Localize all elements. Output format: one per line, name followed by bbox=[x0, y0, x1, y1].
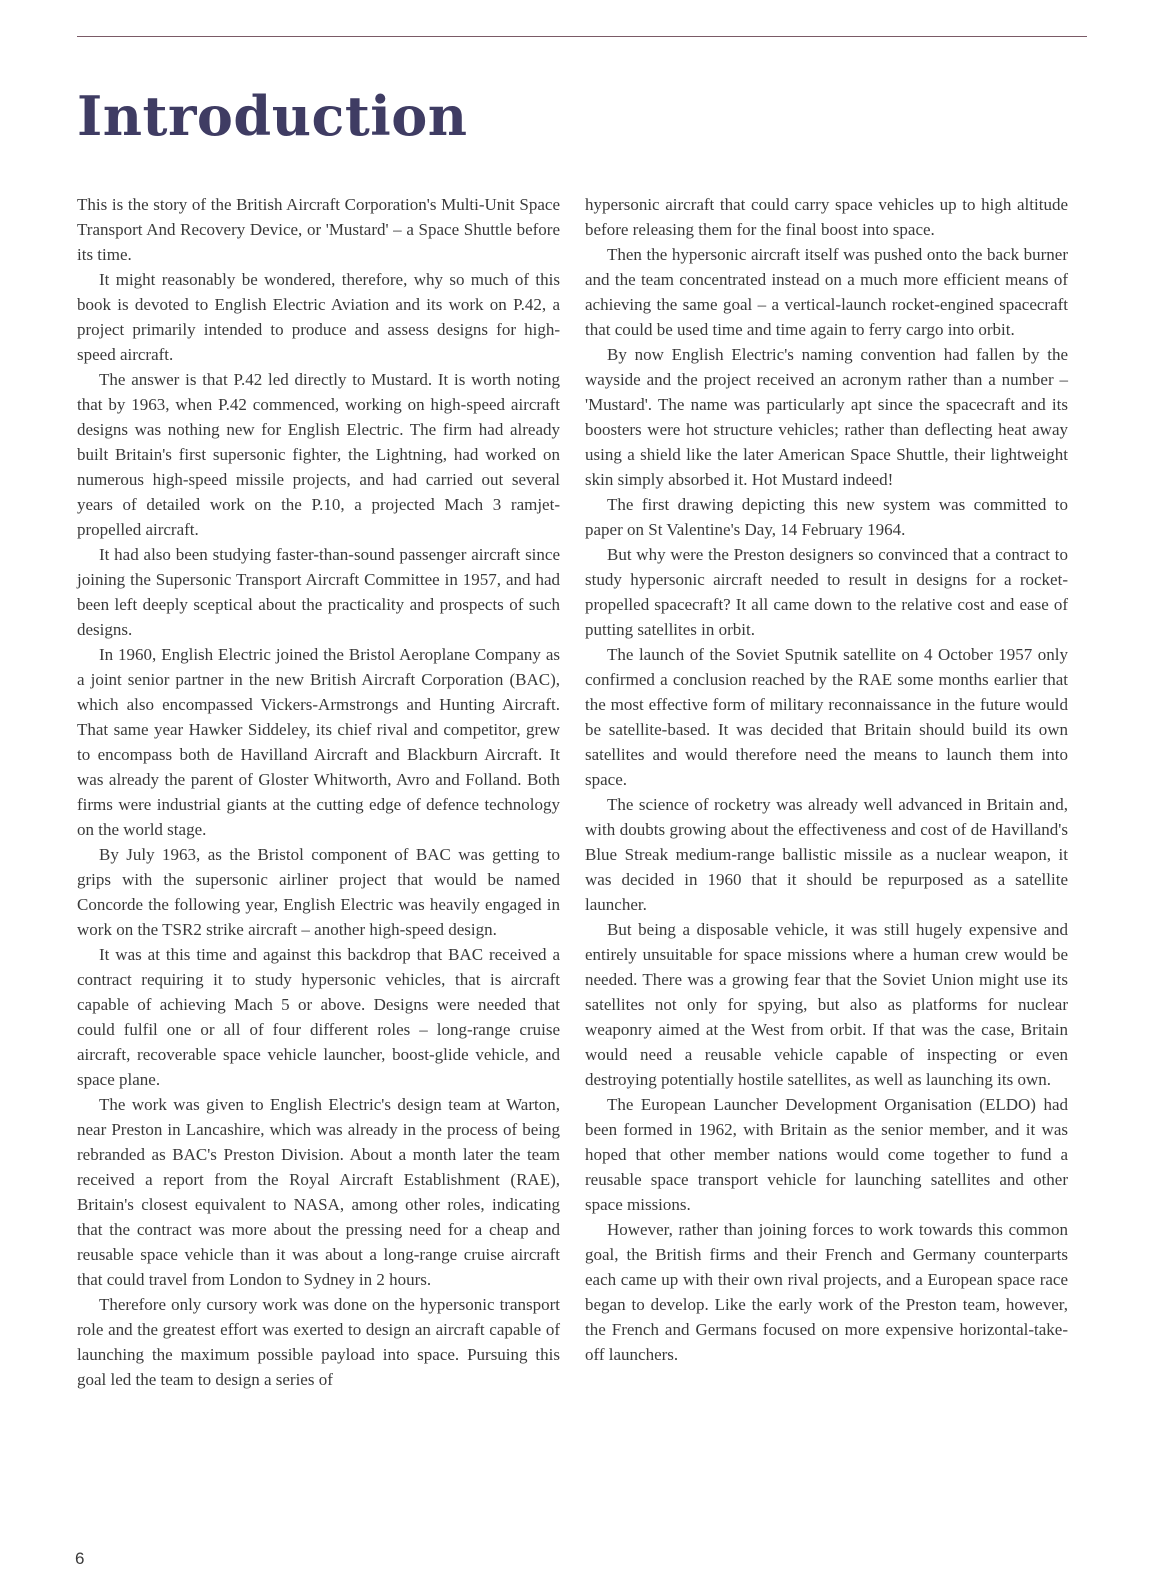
paragraph: The science of rocketry was already well advanced in Britain and, with doubts growing about the effectiveness and cost of de Havilland's Blue Streak medium-range ballistic missile as a nuclear weapon, it was decided in 1960 that it should be repurposed as a satellite launcher. bbox=[585, 795, 1068, 914]
paragraph: The answer is that P.42 led directly to Mustard. It is worth noting that by 1963, when P.42 commenced, working on high-speed aircraft designs was nothing new for English Electric. The firm had already built Britain's first supersonic fighter, the Lightning, had worked on numerous high-speed missile projects, and had carried out several years of detailed work on the P.10, a projected Mach 3 ramjet-propelled aircraft. bbox=[77, 370, 560, 539]
paragraph: By now English Electric's naming convention had fallen by the wayside and the project received an acronym rather than a number – 'Mustard'. The name was particularly apt since the spacecraft and its boosters were hot structure vehicles; rather than deflecting heat away using a shield like the later American Space Shuttle, their lightweight skin simply absorbed it. Hot Mustard indeed! bbox=[585, 345, 1068, 489]
paragraph: Then the hypersonic aircraft itself was pushed onto the back burner and the team concentrated instead on a much more efficient means of achieving the same goal – a vertical-launch rocket-engined spacecraft that could be used time and time again to ferry cargo into orbit. bbox=[585, 245, 1068, 339]
page-title: Introduction bbox=[77, 84, 468, 148]
paragraph: It had also been studying faster-than-sound passenger aircraft since joining the Supersonic Transport Aircraft Committee in 1957, and had been left deeply sceptical about the practicality and prospects of such designs. bbox=[77, 545, 560, 639]
paragraph: The first drawing depicting this new system was committed to paper on St Valentine's Day, 14 February 1964. bbox=[585, 495, 1068, 539]
left-column bbox=[77, 192, 560, 1392]
paragraph: This is the story of the British Aircraft Corporation's Multi-Unit Space Transport And Recovery Device, or 'Mustard' – a Space Shuttle before its time. bbox=[77, 195, 560, 264]
paragraph: However, rather than joining forces to work towards this common goal, the British firms and their French and Germany counterparts each came up with their own rival projects, and a European space race began to develop. Like the early work of the Preston team, however, the French and Germans focused on more expensive horizontal-take-off launchers. bbox=[585, 1220, 1068, 1364]
paragraph: The work was given to English Electric's design team at Warton, near Preston in Lancashire, which was already in the process of being rebranded as BAC's Preston Division. About a month later the team received a report from the Royal Aircraft Establishment (RAE), Britain's closest equivalent to NASA, among other roles, indicating that the contract was more about the pressing need for a cheap and reusable space vehicle than it was about a long-range cruise aircraft that could travel from London to Sydney in 2 hours. bbox=[77, 1095, 560, 1289]
paragraph-continuation: hypersonic aircraft that could carry space vehicles up to high altitude before releasing them for the final boost into space. bbox=[585, 195, 1068, 239]
paragraph: It was at this time and against this backdrop that BAC received a contract requiring it to study hypersonic vehicles, that is aircraft capable of achieving Mach 5 or above. Designs were needed that could fulfil one or all of four different roles – long-range cruise aircraft, recoverable space vehicle launcher, boost-glide vehicle, and space plane. bbox=[77, 945, 560, 1089]
paragraph: The launch of the Soviet Sputnik satellite on 4 October 1957 only confirmed a conclusion reached by the RAE some months earlier that the most effective form of military reconnaissance in the future would be satellite-based. It was decided that Britain should build its own satellites and would therefore need the means to launch them into space. bbox=[585, 645, 1068, 789]
top-rule bbox=[77, 36, 1087, 37]
paragraph: The European Launcher Development Organisation (ELDO) had been formed in 1962, with Britain as the senior member, and it was hoped that other member nations would come together to fund a reusable space transport vehicle for launching satellites and other space missions. bbox=[585, 1095, 1068, 1214]
paragraph: Therefore only cursory work was done on the hypersonic transport role and the greatest effort was exerted to design an aircraft capable of launching the maximum possible payload into space. Pursuing this goal led the team to design a series of bbox=[77, 1295, 560, 1389]
right-column bbox=[585, 192, 1068, 1367]
paragraph: In 1960, English Electric joined the Bristol Aeroplane Company as a joint senior partner in the new British Aircraft Corporation (BAC), which also encompassed Vickers-Armstrongs and Hunting Aircraft. That same year Hawker Siddeley, its chief rival and competitor, grew to encompass both de Havilland Aircraft and Blackburn Aircraft. It was already the parent of Gloster Whitworth, Avro and Folland. Both firms were industrial giants at the cutting edge of defence technology on the world stage. bbox=[77, 645, 560, 839]
paragraph: It might reasonably be wondered, therefore, why so much of this book is devoted to English Electric Aviation and its work on P.42, a project primarily intended to produce and assess designs for high-speed aircraft. bbox=[77, 270, 560, 364]
paragraph: By July 1963, as the Bristol component of BAC was getting to grips with the supersonic airliner project that would be named Concorde the following year, English Electric was heavily engaged in work on the TSR2 strike aircraft – another high-speed design. bbox=[77, 845, 560, 939]
paragraph: But why were the Preston designers so convinced that a contract to study hypersonic aircraft needed to result in designs for a rocket-propelled spacecraft? It all came down to the relative cost and ease of putting satellites in orbit. bbox=[585, 545, 1068, 639]
paragraph: But being a disposable vehicle, it was still hugely expensive and entirely unsuitable for space missions where a human crew would be needed. There was a growing fear that the Soviet Union might use its satellites not only for spying, but also as platforms for nuclear weaponry aimed at the West from orbit. If that was the case, Britain would need a reusable vehicle capable of inspecting or even destroying potentially hostile satellites, as well as launching its own. bbox=[585, 920, 1068, 1089]
page-number: 6 bbox=[75, 1549, 85, 1568]
